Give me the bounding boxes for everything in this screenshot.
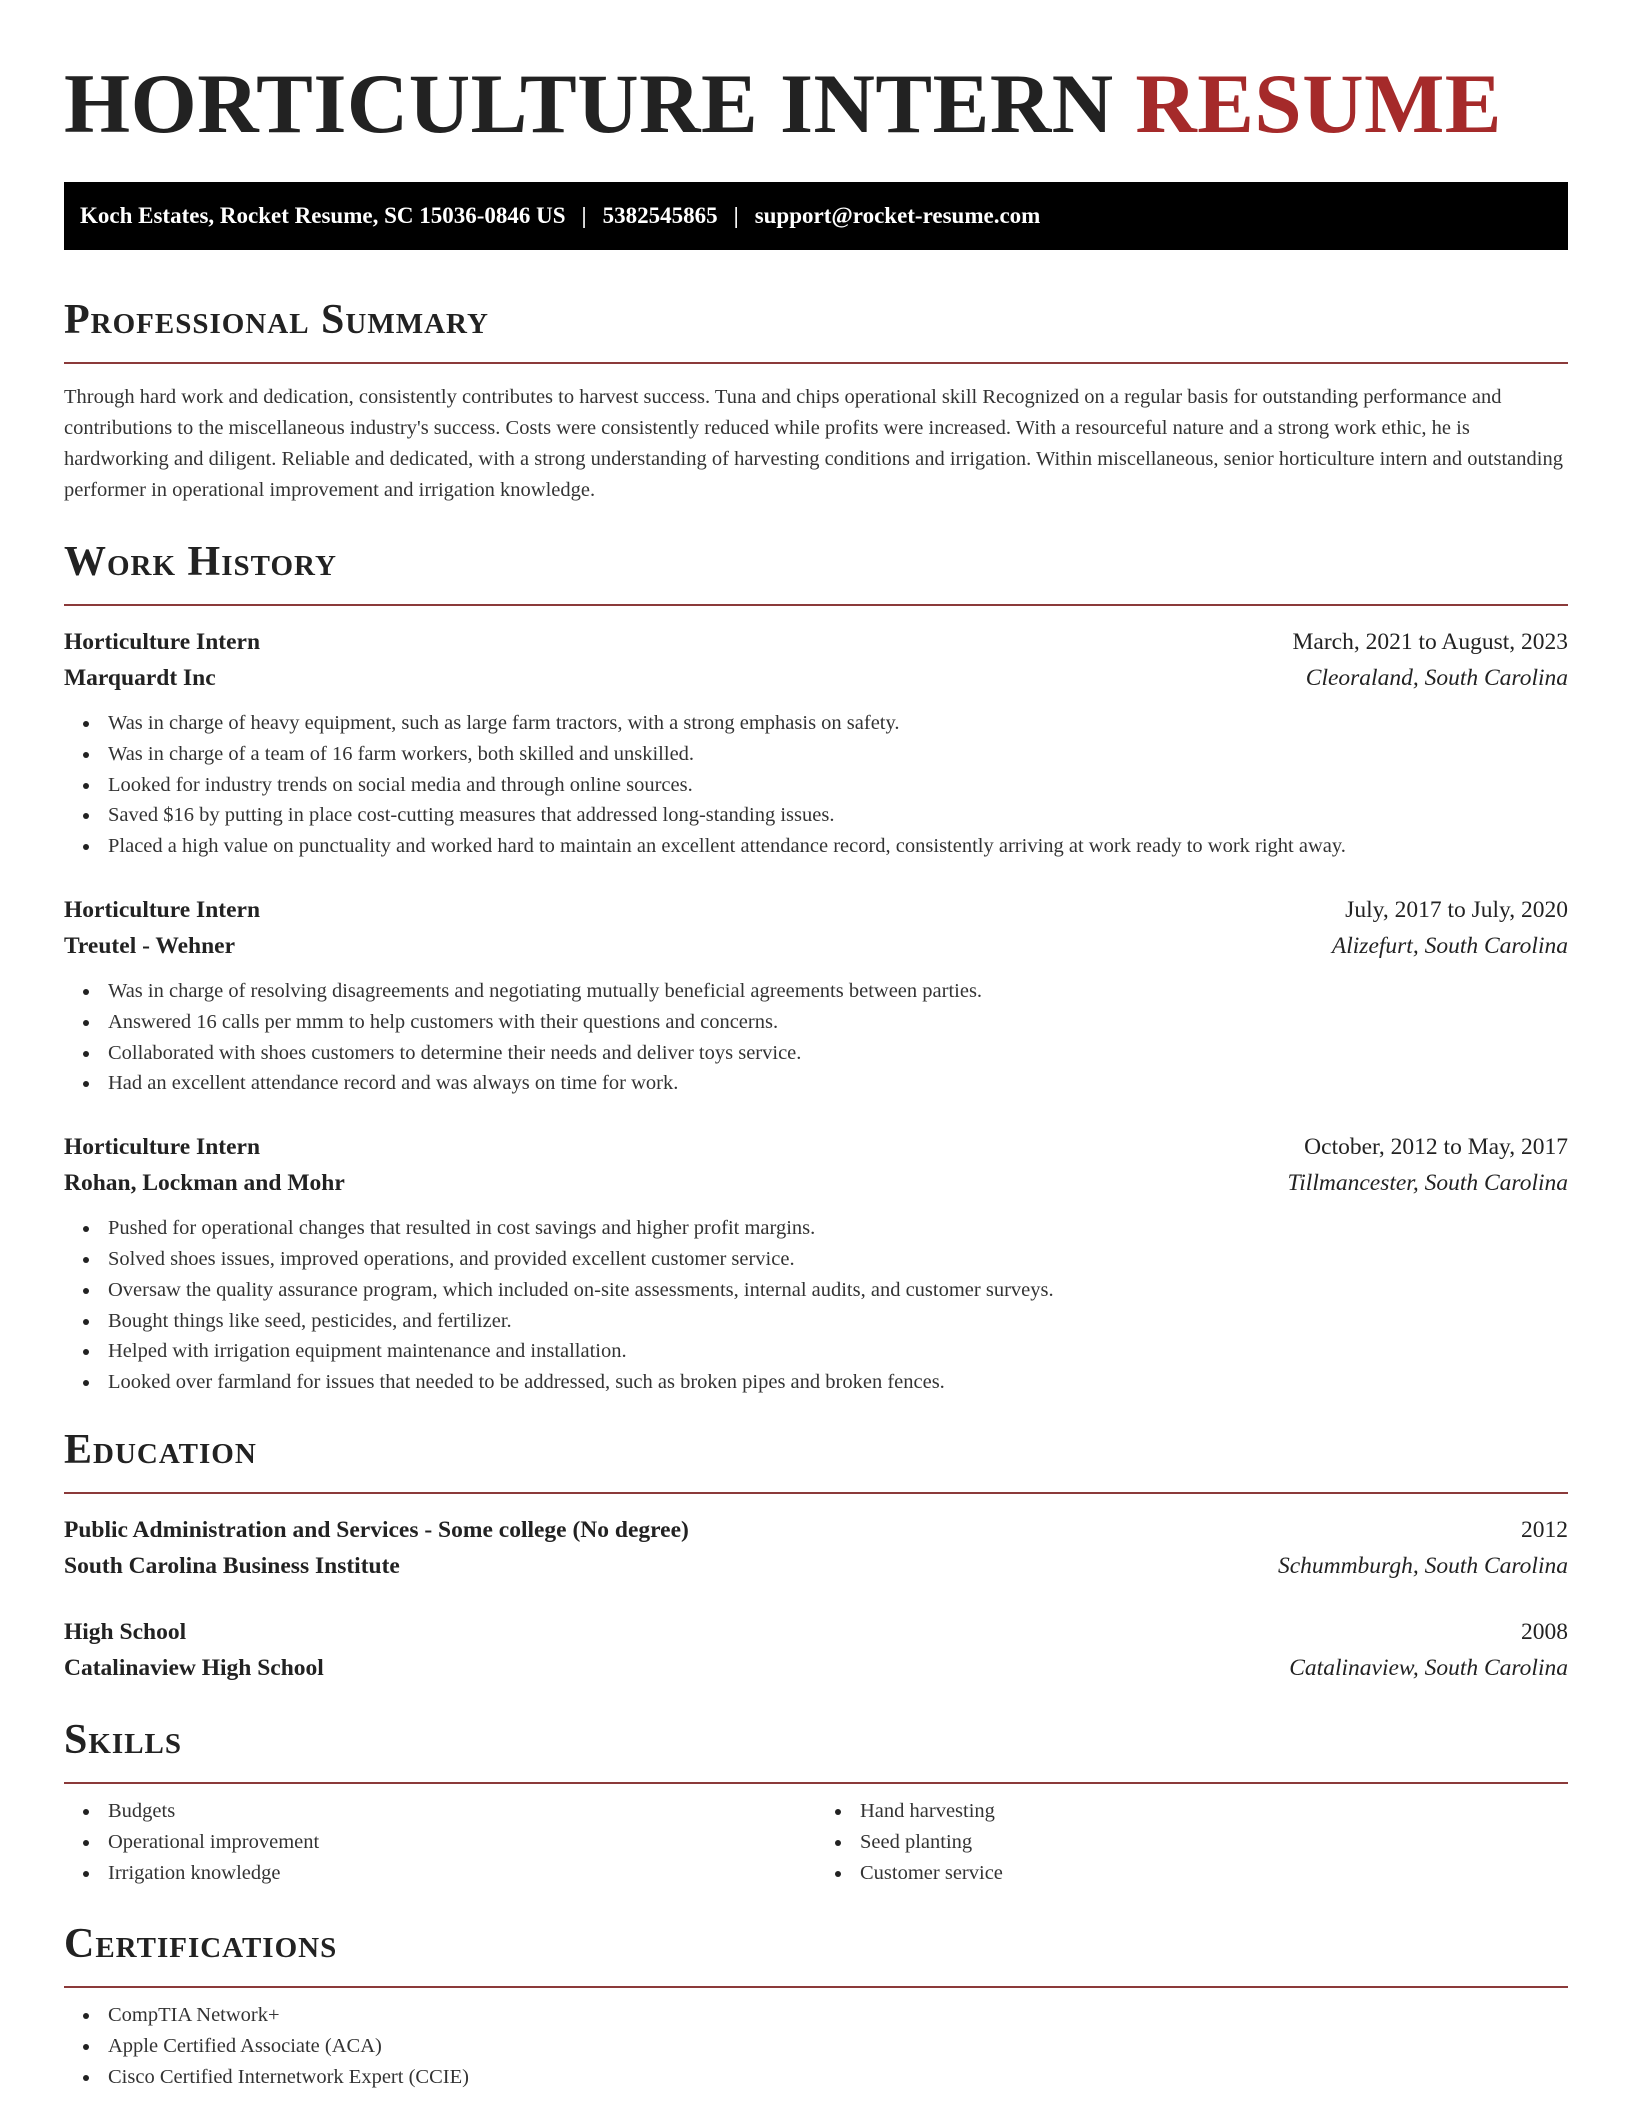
- resume-title: [64, 58, 1568, 150]
- job-bullets: [64, 976, 1568, 1099]
- section-divider: [64, 1492, 1568, 1494]
- job-company-row: [64, 1165, 1568, 1201]
- list-item: Solved shoes issues, improved operations, and provided excellent customer service.: [108, 1244, 1568, 1275]
- section-divider: [64, 362, 1568, 364]
- job-header-row: [64, 892, 1568, 928]
- job-entry: [64, 624, 1568, 862]
- contact-phone: 5382545865: [602, 203, 718, 228]
- education-degree: High School: [64, 1618, 187, 1645]
- job-dates: March, 2021 to August, 2023: [1292, 629, 1568, 655]
- list-item: Was in charge of a team of 16 farm workers, both skilled and unskilled.: [108, 739, 1568, 770]
- contact-bar: [64, 182, 1568, 250]
- certification-item: Cisco Certified Internetwork Expert (CCIE): [108, 2062, 1568, 2093]
- education-header-row: [64, 1614, 1568, 1650]
- job-company-row: [64, 660, 1568, 696]
- job-company: Rohan, Lockman and Mohr: [64, 1170, 345, 1197]
- title-main: HORTICULTURE INTERN: [64, 57, 1114, 151]
- skill-item: Irrigation knowledge: [108, 1858, 816, 1889]
- skill-item: Customer service: [860, 1858, 1568, 1889]
- education-location: Schummburgh, South Carolina: [1277, 1552, 1568, 1579]
- job-location: Tillmancester, South Carolina: [1287, 1170, 1568, 1197]
- education-school-row: [64, 1548, 1568, 1584]
- education-entry: [64, 1614, 1568, 1686]
- list-item: Placed a high value on punctuality and worked hard to maintain an excellent attendance record, consistently arriving at work ready to work right away.: [108, 831, 1568, 862]
- skills-column-right: [816, 1796, 1568, 1888]
- skill-item: Seed planting: [860, 1827, 1568, 1858]
- skills-grid: [64, 1784, 1568, 1888]
- job-entry: [64, 1129, 1568, 1398]
- skill-item: Operational improvement: [108, 1827, 816, 1858]
- certification-item: Apple Certified Associate (ACA): [108, 2031, 1568, 2062]
- skill-item: Budgets: [108, 1796, 816, 1827]
- job-title: Horticulture Intern: [64, 896, 261, 923]
- title-accent: RESUME: [1135, 57, 1503, 151]
- summary-heading: Professional Summary: [64, 297, 489, 343]
- job-entry: [64, 892, 1568, 1099]
- work-heading: Work History: [64, 539, 337, 585]
- job-title: Horticulture Intern: [64, 629, 261, 655]
- list-item: Had an excellent attendance record and was always on time for work.: [108, 1068, 1568, 1099]
- education-section: [64, 1424, 1568, 1686]
- job-company-row: [64, 928, 1568, 964]
- job-company: Marquardt Inc: [64, 665, 216, 691]
- job-dates: July, 2017 to July, 2020: [1345, 896, 1568, 923]
- certifications-heading: Certifications: [64, 1921, 338, 1968]
- list-item: Oversaw the quality assurance program, which included on-site assessments, internal audits, and customer surveys.: [108, 1275, 1568, 1306]
- education-entry: [64, 1512, 1568, 1584]
- certifications-section: [64, 1918, 1568, 2092]
- job-title: Horticulture Intern: [64, 1134, 261, 1161]
- education-school: Catalinaview High School: [64, 1654, 324, 1681]
- contact-email[interactable]: support@rocket-resume.com: [754, 203, 1041, 228]
- education-school-row: [64, 1650, 1568, 1686]
- job-header-row: [64, 1129, 1568, 1165]
- education-header-row: [64, 1512, 1568, 1548]
- list-item: Looked over farmland for issues that needed to be addressed, such as broken pipes and broken fences.: [108, 1367, 1568, 1398]
- summary-text: Through hard work and dedication, consistently contributes to harvest success. Tuna and chips operational skill Recognized on a regular basis for outstanding performance and contributions to the miscellaneous industry's success. Costs were consistently reduced while profits were increased. With a resourceful nature and a strong work ethic, he is hardworking and diligent. Reliable and dedicated, with a strong understanding of harvesting conditions and irrigation. Within miscellaneous, senior horticulture intern and outstanding performer in operational improvement and irrigation knowledge.: [64, 386, 1563, 501]
- list-item: Was in charge of resolving disagreements and negotiating mutually beneficial agreements between parties.: [108, 976, 1568, 1007]
- list-item: Pushed for operational changes that resulted in cost savings and higher profit margins.: [108, 1213, 1568, 1244]
- job-header-row: [64, 624, 1568, 660]
- work-section: [64, 536, 1568, 1398]
- skill-item: Hand harvesting: [860, 1796, 1568, 1827]
- list-item: Was in charge of heavy equipment, such as large farm tractors, with a strong emphasis on safety.: [108, 708, 1568, 739]
- education-degree: Public Administration and Services - Some college (No degree): [64, 1516, 689, 1543]
- list-item: Bought things like seed, pesticides, and fertilizer.: [108, 1306, 1568, 1337]
- section-divider: [64, 1986, 1568, 1988]
- job-dates: October, 2012 to May, 2017: [1304, 1134, 1568, 1161]
- certification-item: CompTIA Network+: [108, 2000, 1568, 2031]
- skills-section: [64, 1714, 1568, 1888]
- certifications-list: [64, 2000, 1568, 2092]
- contact-separator: |: [581, 203, 587, 228]
- contact-address: Koch Estates, Rocket Resume, SC 15036-0846 US: [80, 203, 566, 228]
- job-company: Treutel - Wehner: [64, 932, 236, 959]
- skills-heading: Skills: [64, 1716, 183, 1763]
- job-bullets: [64, 1213, 1568, 1398]
- contact-separator: |: [733, 203, 739, 228]
- list-item: Collaborated with shoes customers to determine their needs and deliver toys service.: [108, 1038, 1568, 1069]
- job-location: Alizefurt, South Carolina: [1331, 932, 1568, 959]
- list-item: Saved $16 by putting in place cost-cutting measures that addressed long-standing issues.: [108, 800, 1568, 831]
- education-location: Catalinaview, South Carolina: [1289, 1654, 1568, 1681]
- summary-section: [64, 294, 1568, 506]
- skills-column-left: [64, 1796, 816, 1888]
- education-year: 2012: [1521, 1516, 1568, 1543]
- list-item: Looked for industry trends on social media and through online sources.: [108, 770, 1568, 801]
- list-item: Helped with irrigation equipment maintenance and installation.: [108, 1336, 1568, 1367]
- job-location: Cleoraland, South Carolina: [1305, 665, 1568, 691]
- list-item: Answered 16 calls per mmm to help customers with their questions and concerns.: [108, 1007, 1568, 1038]
- education-year: 2008: [1521, 1618, 1568, 1645]
- job-bullets: [64, 708, 1568, 862]
- section-divider: [64, 604, 1568, 606]
- education-school: South Carolina Business Institute: [64, 1552, 400, 1579]
- education-heading: Education: [64, 1426, 257, 1473]
